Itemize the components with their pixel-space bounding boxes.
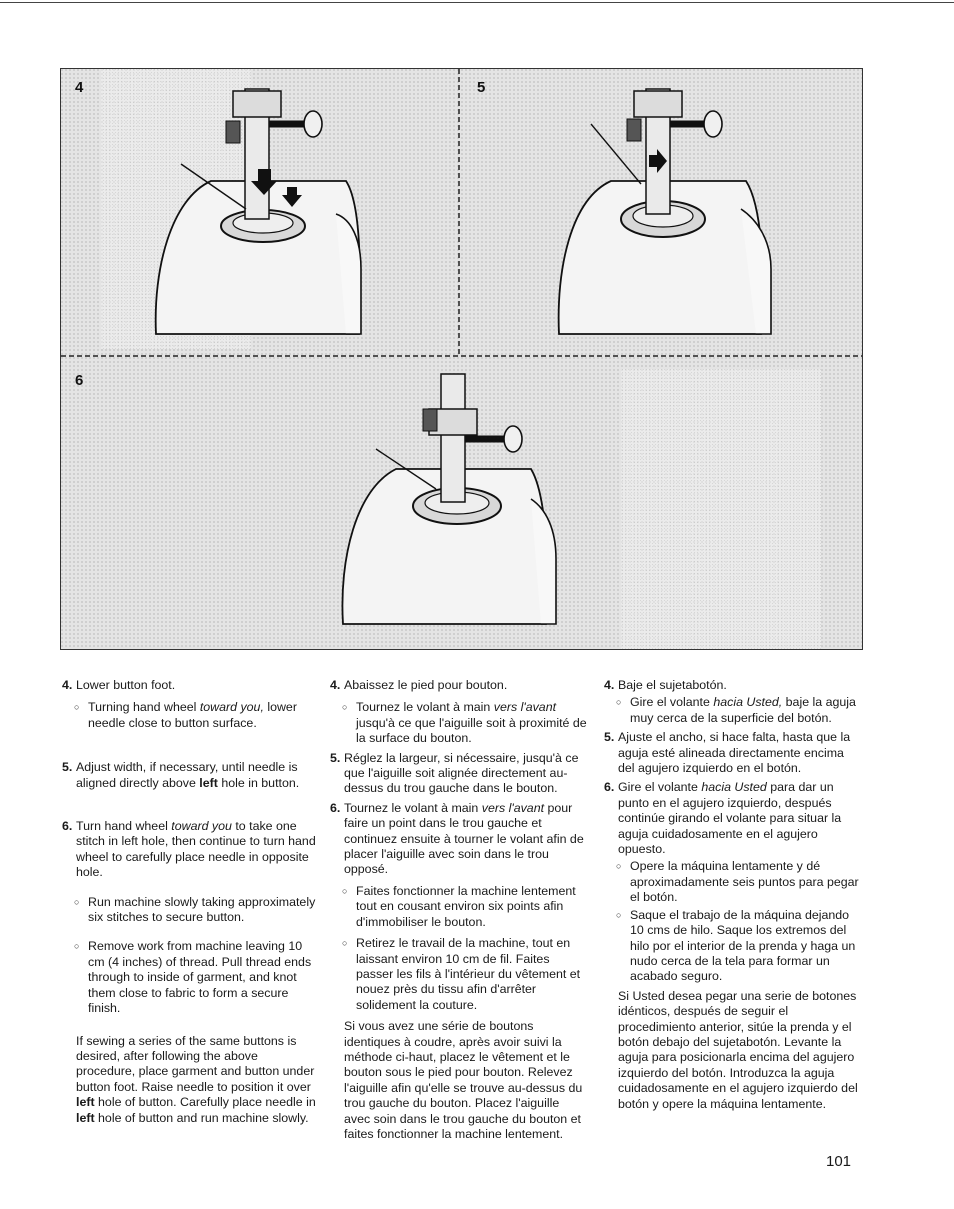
fr-step-5: 5. Réglez la largeur, si nécessaire, jusqu'à ce que l'aiguille soit alignée directement au-dessus du trou gauche dans le bouton. (330, 750, 579, 796)
page-number: 101 (826, 1153, 852, 1170)
es-step-6-bullet-2: ○ Saque el trabajo de la máquina dejando 10 cms de hilo. Saque los extremos del hilo por el interior de la prenda y haga un nudo cerca de la tela para formar un acabado seguro. (616, 907, 856, 984)
en-step-6-bullet-2: ○ Remove work from machine leaving 10 cm (4 inches) of thread. Pull thread ends through to inside of garment, and knot them close to fabric to form a secure finish. (74, 939, 312, 1016)
en-step-6-bullet-1: ○ Run machine slowly taking approximately six stitches to secure button. (74, 894, 316, 925)
es-step-6: 6. Gire el volante hacia Usted para dar un punto en el agujero izquierdo, después continúe girando el volante para situar la aguja cuidadosamente en el agujero opuesto. (604, 780, 842, 857)
es-step-4: 4. Baje el sujetabotón. (604, 678, 727, 692)
fr-step-6: 6. Tournez le volant à main vers l'avant pour faire un point dans le trou gauche et continuez ensuite à tourner le volant afin de placer l'aiguille avec soin dans le trou opposé. (330, 800, 584, 877)
fr-step-4-bullet: ○ Tournez le volant à main vers l'avant jusqu'à ce que l'aiguille soit à proximité de la surface du bouton. (342, 700, 587, 746)
illustration-drawing (61, 69, 862, 649)
es-step-5: 5. Ajuste el ancho, si hace falta, hasta que la aguja esté alineada directamente encima del agujero izquierdo en el botón. (604, 730, 851, 776)
es-step-6-bullet-1: ○ Opere la máquina lentamente y dé aproximadamente seis puntos para pegar el botón. (616, 859, 859, 905)
panel-number-6: 6 (75, 372, 84, 389)
fr-series-note: Si vous avez une série de boutons identiques à coudre, après avoir suivi la méthode ci-haut, placez le vêtement et le bouton sous le pied pour bouton. Relevez l'aiguille afin qu'elle se trouve au-dessus du trou gauche du bouton. Placez l'aiguille avec soin dans le trou gauche du bouton et faites fonctionner la machine lentement. (344, 1019, 583, 1141)
english-column (62, 678, 316, 1126)
panel-number-4: 4 (75, 79, 84, 96)
es-step-4-bullet: ○ Gire el volante hacia Usted, baje la aguja muy cerca de la superficie del botón. (616, 695, 856, 725)
es-series-note: Si Usted desea pegar una serie de botones idénticos, después de seguir el procedimiento anterior, sitúe la prenda y el botón debajo del sujetabotón. Levante la aguja para posicionarla encima del agujero izquierdo del botón. Introduzca la aguja cuidadosamente en el agujero izquierdo del botón y opere la máquina lentamente. (618, 988, 858, 1111)
en-step-5: 5. Adjust width, if necessary, until needle is aligned directly above left hole in button. (62, 760, 300, 790)
en-step-4-bullet: ○ Turning hand wheel toward you, lower needle close to button surface. (74, 700, 297, 730)
en-series-note: If sewing a series of the same buttons is desired, after following the above procedure, place garment and button under button foot. Raise needle to position it over left hole of button. Carefully place needle in left hole of button and run machine slowly. (76, 1033, 316, 1125)
fr-step-6-bullet-2: ○ Retirez le travail de la machine, tout en laissant environ 10 cm de fil. Faites passer les fils à l'intérieur du vêtement et nouez près du tissu afin d'arrêter solidement la couture. (342, 936, 581, 1012)
french-column (330, 678, 588, 1142)
en-step-6: 6. Turn hand wheel toward you to take one stitch in left hole, then continue to turn hand wheel to carefully place needle in opposite hole. (62, 819, 316, 880)
en-step-4: 4. Lower button foot. (62, 678, 176, 692)
fr-step-6-bullet-1: ○ Faites fonctionner la machine lentement tout en cousant environ six points afin d'immobiliser le bouton. (342, 883, 576, 929)
spanish-column (604, 678, 860, 1112)
top-rule (0, 2, 954, 3)
fr-step-4: 4. Abaissez le pied pour bouton. (330, 678, 508, 692)
panel-number-5: 5 (477, 79, 486, 96)
instruction-illustration (60, 68, 863, 650)
